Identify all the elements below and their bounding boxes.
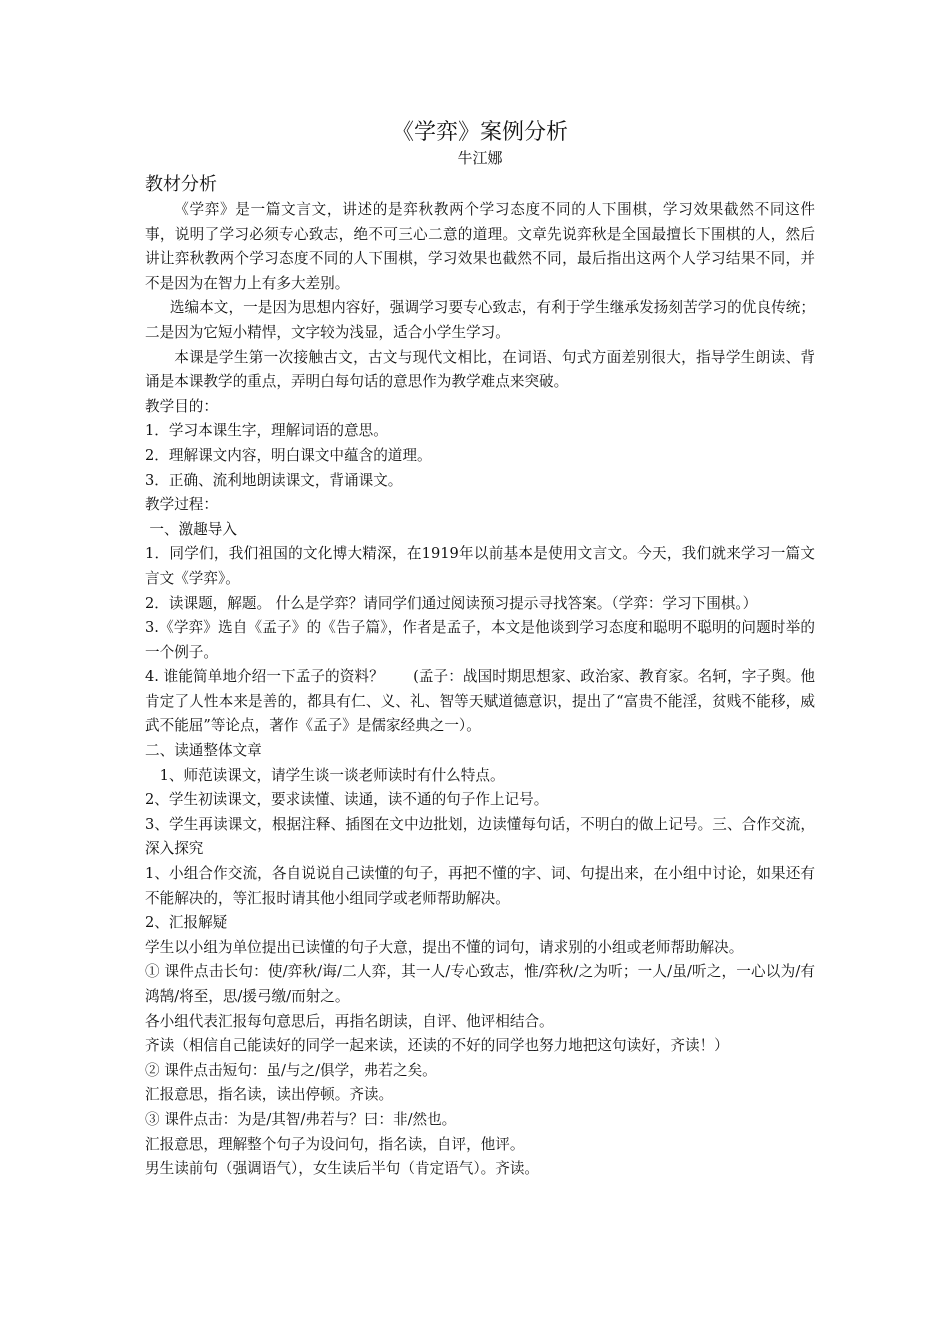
paragraph: 2．理解课文内容，明白课文中蕴含的道理。 — [145, 446, 432, 464]
paragraph: 学生以小组为单位提出已读懂的句子大意，提出不懂的词句，请求别的小组或老师帮助解决。 — [145, 938, 744, 956]
paragraph: 齐读（相信自己能读好的同学一起来读，还读的不好的同学也努力地把这句读好，齐读！） — [145, 1037, 729, 1055]
paragraph: 汇报意思，理解整个句子为设问句，指名读，自评，他评。 — [145, 1135, 525, 1153]
paragraph: 2、学生初读课文，要求读懂、读通，读不通的句子作上记号。 — [145, 791, 549, 809]
paragraph: 3、学生再读课文，根据注释、插图在文中边批划，边读懂每句话，不明白的做上记号。三、合作交流，深入探究 — [145, 815, 815, 858]
paragraph: 选编本文，一是因为思想内容好，强调学习要专心致志，有利于学生继承发扬刻苦学习的优良传统；二是因为它短小精悍，文字较为浅显，适合小学生学习。 — [145, 299, 815, 341]
paragraph: 1．学习本课生字，理解词语的意思。 — [145, 422, 388, 440]
paragraph: 2．读课题，解题。 什么是学弈？请同学们通过阅读预习提示寻找答案。（学弈：学习下围棋。） — [145, 594, 758, 612]
paragraph: 1、小组合作交流，各自说说自己读懂的句子，再把不懂的字、词、句提出来，在小组中讨论，如果还有不能解决的，等汇报时请其他小组同学或老师帮助解决。 — [145, 865, 815, 907]
paragraph: 教学目的： — [145, 397, 218, 415]
paragraph: 本课是学生第一次接触古文，古文与现代文相比，在词语、句式方面差别很大，指导学生朗读、背诵是本课教学的重点，弄明白每句话的意思作为教学难点来突破。 — [145, 348, 815, 391]
paragraph: ③ 课件点击：为是/其智/弗若与？曰：非/然也。 — [145, 1110, 457, 1128]
section-heading: 教材分析 — [145, 174, 217, 195]
paragraph: 1．同学们，我们祖国的文化博大精深，在1919年以前基本是使用文言文。今天，我们就来学习一篇文言文《学弈》。 — [145, 545, 815, 587]
paragraph: 各小组代表汇报每句意思后，再指名朗读，自评、他评相结合。 — [145, 1012, 554, 1030]
paragraph: 男生读前句（强调语气），女生读后半句（肯定语气）。齐读。 — [145, 1160, 540, 1178]
paragraph: 3.《学弈》选自《孟子》的《告子篇》，作者是孟子，本文是他谈到学习态度和聪明不聪明的问题时举的一个例子。 — [145, 619, 815, 661]
paragraph: 2、汇报解疑 — [145, 914, 228, 932]
paragraph: 教学过程： — [145, 496, 218, 514]
paragraph: ① 课件点击长句：使/弈秋/诲/二人弈，其一人/专心致志，惟/弈秋/之为听；一人/虽/听之，一心以为/有鸿鹄/将至，思/援弓缴/而射之。 — [145, 963, 815, 1005]
paragraph: 3．正确、流利地朗读课文，背诵课文。 — [145, 471, 403, 489]
paragraph: 一、激趣导入 — [149, 520, 237, 538]
paragraph: 二、读通整体文章 — [145, 742, 262, 760]
paragraph: 4. 谁能简单地介绍一下孟子的资料？ (孟子：战国时期思想家、政治家、教育家。名轲，字子舆。他肯定了人性本来是善的，都具有仁、义、礼、智等天赋道德意识，提出了“富贵不能淫，贫贱不能移，威武不能屈”等论点，著作《孟子》是儒家经典之一）。 — [145, 668, 815, 735]
paragraph: ② 课件点击短句：虽/与之/俱学，弗若之矣。 — [145, 1061, 437, 1079]
document-title: 《学弈》案例分析 — [391, 120, 568, 145]
author-name: 牛江娜 — [457, 149, 503, 167]
paragraph: 1、师范读课文，请学生谈一谈老师读时有什么特点。 — [159, 766, 505, 784]
paragraph: 汇报意思，指名读，读出停顿。齐读。 — [145, 1086, 394, 1104]
document-page — [145, 118, 815, 1182]
paragraph: 《学弈》是一篇文言文，讲述的是弈秋教两个学习态度不同的人下围棋，学习效果截然不同这件事，说明了学习必须专心致志，绝不可三心二意的道理。文章先说弈秋是全国最擅长下围棋的人，然后讲让弈秋教两个学习态度不同的人下围棋，学习效果也截然不同，最后指出这两个人学习结果不同，并不是因为在智力上有多大差别。 — [145, 201, 815, 292]
